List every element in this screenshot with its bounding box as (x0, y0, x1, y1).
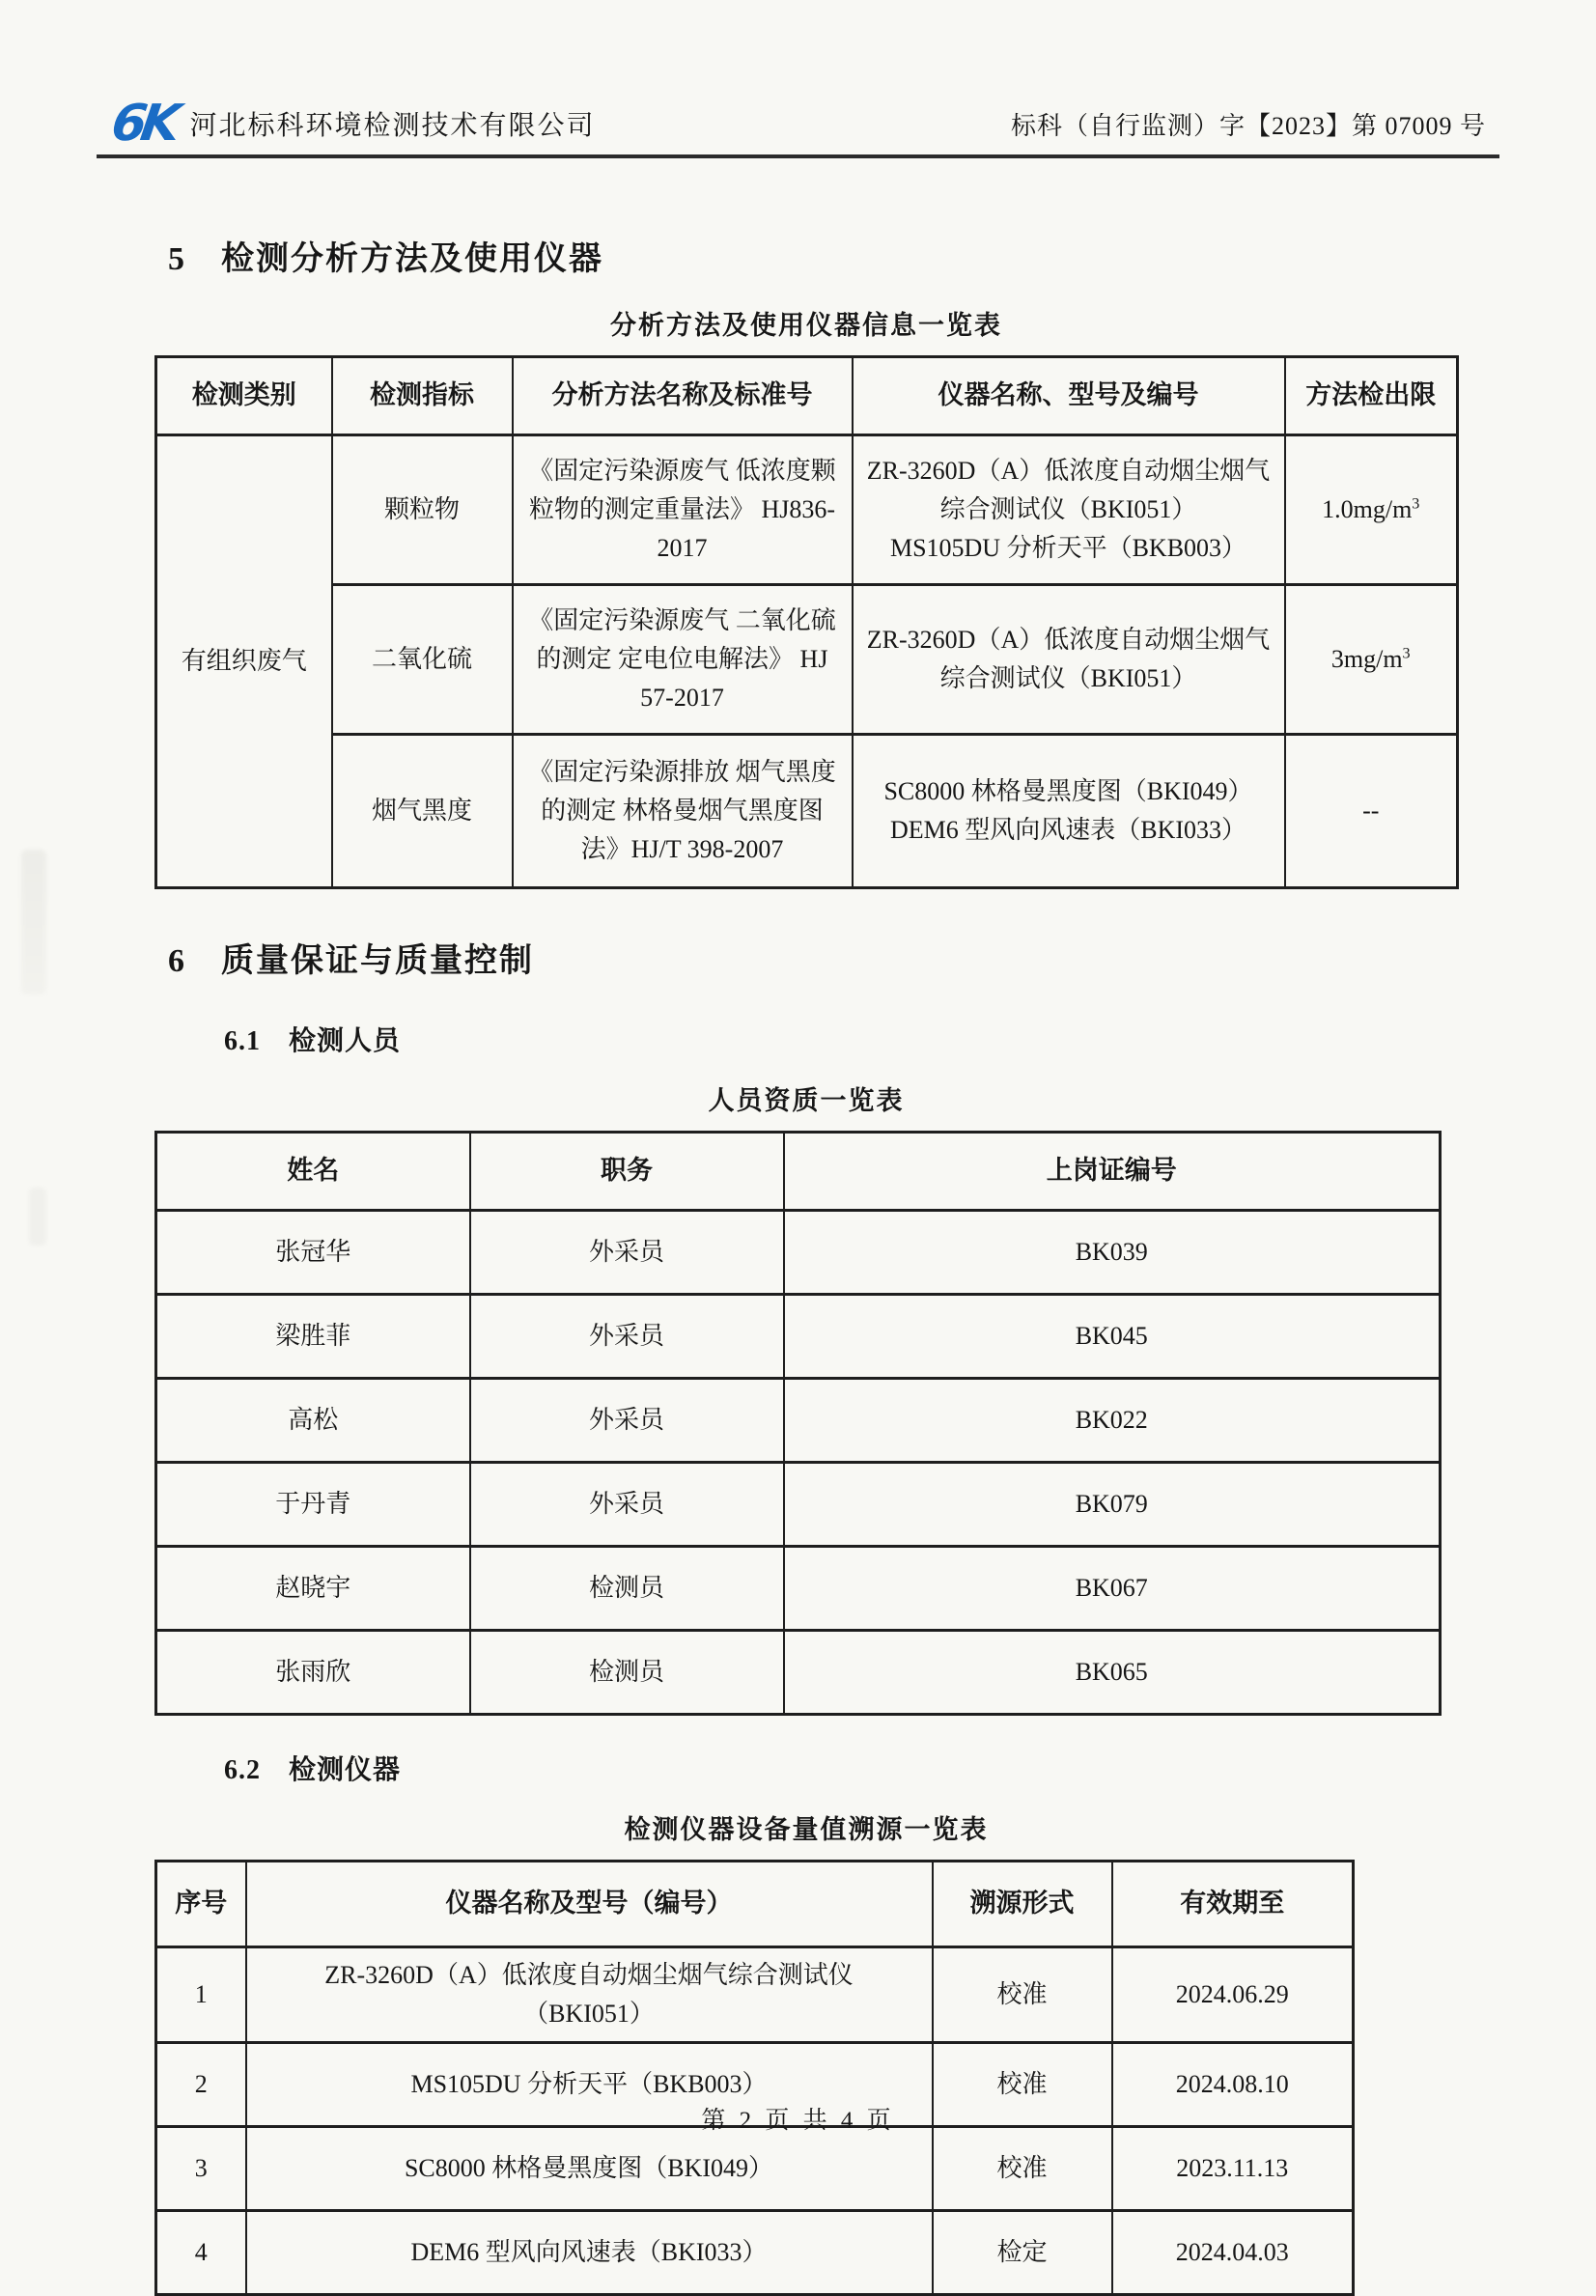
column-header-limit: 方法检出限 (1285, 357, 1458, 435)
category-cell: 有组织废气 (156, 435, 332, 888)
table-header-row (156, 1133, 1441, 1211)
index-cell: 2 (156, 2043, 246, 2127)
trace-cell: 校准 (933, 1947, 1112, 2043)
column-header-index: 序号 (156, 1862, 246, 1947)
cert-cell: BK065 (784, 1631, 1441, 1715)
instruments-table (154, 1860, 1355, 2296)
name-cell: 张冠华 (156, 1211, 470, 1295)
role-cell: 外采员 (470, 1295, 784, 1379)
instrument-line: SC8000 林格曼黑度图（BKI049） (883, 776, 1253, 805)
instrument-cell (853, 735, 1285, 888)
method-cell: 《固定污染源废气 二氧化硫的测定 定电位电解法》 HJ 57-2017 (513, 585, 853, 735)
analysis-methods-table (154, 355, 1459, 889)
analysis-table-caption: 分析方法及使用仪器信息一览表 (610, 311, 1002, 340)
instrument-name-cell: DEM6 型风向风速表（BKI033） (246, 2211, 933, 2295)
section-5-title: 5 检测分析方法及使用仪器 (168, 241, 603, 277)
table-row (156, 435, 1458, 585)
page-number: 第 2 页 共 4 页 (701, 2108, 895, 2134)
section-6-2-title: 6.2 检测仪器 (224, 1755, 402, 1785)
instrument-line: DEM6 型风向风速表（BKI033） (889, 816, 1247, 844)
table-header-row (156, 1862, 1354, 1947)
page-header (97, 93, 1499, 158)
validity-cell: 2023.11.13 (1112, 2127, 1354, 2211)
validity-cell: 2024.04.03 (1112, 2211, 1354, 2295)
table-row (156, 585, 1458, 735)
table-row (156, 1947, 1354, 2043)
column-header-category: 检测类别 (156, 357, 332, 435)
cert-cell: BK022 (784, 1379, 1441, 1463)
table-row (156, 1631, 1441, 1715)
company-logo-icon: 6K (107, 95, 179, 153)
table-header-row (156, 357, 1458, 435)
table-row (156, 1463, 1441, 1547)
column-header-validity: 有效期至 (1112, 1862, 1354, 1947)
personnel-table-caption: 人员资质一览表 (708, 1086, 905, 1115)
instrument-cell (853, 435, 1285, 585)
method-cell: 《固定污染源排放 烟气黑度的测定 林格曼烟气黑度图法》HJ/T 398-2007 (513, 735, 853, 888)
page-content (154, 160, 1458, 2296)
cert-cell: BK045 (784, 1295, 1441, 1379)
instrument-line: ZR-3260D（A）低浓度自动烟尘烟气综合测试仪（BKI051） (866, 456, 1271, 523)
column-header-method: 分析方法名称及标准号 (513, 357, 853, 435)
brand (107, 95, 596, 153)
column-header-instrument-name: 仪器名称及型号（编号） (246, 1862, 933, 1947)
table-row (156, 1295, 1441, 1379)
limit-cell: $1.0mg/m^3$ (1285, 435, 1458, 585)
role-cell: 检测员 (470, 1631, 784, 1715)
limit-cell: $3mg/m^3$ (1285, 585, 1458, 735)
instrument-cell (853, 585, 1285, 735)
scan-artifact (29, 1188, 46, 1246)
column-header-name: 姓名 (156, 1133, 470, 1211)
name-cell: 张雨欣 (156, 1631, 470, 1715)
name-cell: 于丹青 (156, 1463, 470, 1547)
table-row (156, 2127, 1354, 2211)
method-cell: 《固定污染源废气 低浓度颗粒物的测定重量法》 HJ836-2017 (513, 435, 853, 585)
table-row (156, 735, 1458, 888)
role-cell: 外采员 (470, 1379, 784, 1463)
role-cell: 外采员 (470, 1463, 784, 1547)
index-cell: 3 (156, 2127, 246, 2211)
instrument-name-cell: SC8000 林格曼黑度图（BKI049） (246, 2127, 933, 2211)
personnel-table (154, 1131, 1442, 1716)
trace-cell: 校准 (933, 2127, 1112, 2211)
instrument-line: MS105DU 分析天平（BKB003） (889, 534, 1247, 563)
validity-cell: 2024.08.10 (1112, 2043, 1354, 2127)
indicator-cell: 烟气黑度 (332, 735, 513, 888)
superscript: 3 (1402, 645, 1411, 662)
limit-cell: -- (1285, 735, 1458, 888)
instrument-name-cell: MS105DU 分析天平（BKB003） (246, 2043, 933, 2127)
scan-artifact (21, 850, 46, 994)
column-header-instrument: 仪器名称、型号及编号 (853, 357, 1285, 435)
role-cell: 检测员 (470, 1547, 784, 1631)
table-row (156, 1547, 1441, 1631)
name-cell: 梁胜菲 (156, 1295, 470, 1379)
company-name: 河北标科环境检测技术有限公司 (189, 111, 596, 141)
section-6-1-title: 6.1 检测人员 (224, 1026, 402, 1056)
column-header-indicator: 检测指标 (332, 357, 513, 435)
validity-cell: 2024.06.29 (1112, 1947, 1354, 2043)
table-row (156, 2211, 1354, 2295)
name-cell: 高松 (156, 1379, 470, 1463)
column-header-cert: 上岗证编号 (784, 1133, 1441, 1211)
superscript: 3 (1412, 495, 1420, 513)
instruments-table-caption: 检测仪器设备量值溯源一览表 (624, 1815, 989, 1844)
table-row (156, 1211, 1441, 1295)
role-cell: 外采员 (470, 1211, 784, 1295)
table-row (156, 1379, 1441, 1463)
cert-cell: BK067 (784, 1547, 1441, 1631)
document-number: 标科（自行监测）字【2023】第 07009 号 (1010, 111, 1486, 140)
section-6-title: 6 质量保证与质量控制 (168, 943, 534, 979)
trace-cell: 校准 (933, 2043, 1112, 2127)
indicator-cell: 颗粒物 (332, 435, 513, 585)
trace-cell: 检定 (933, 2211, 1112, 2295)
column-header-role: 职务 (470, 1133, 784, 1211)
index-cell: 4 (156, 2211, 246, 2295)
index-cell: 1 (156, 1947, 246, 2043)
indicator-cell: 二氧化硫 (332, 585, 513, 735)
instrument-name-cell (246, 1947, 933, 2043)
column-header-trace: 溯源形式 (933, 1862, 1112, 1947)
instrument-line: ZR-3260D（A）低浓度自动烟尘烟气综合测试仪（BKI051） (866, 625, 1271, 692)
cert-cell: BK039 (784, 1211, 1441, 1295)
instrument-line: ZR-3260D（A）低浓度自动烟尘烟气综合测试仪 (324, 1960, 854, 1989)
name-cell: 赵晓宇 (156, 1547, 470, 1631)
instrument-line: （BKI051） (523, 2000, 655, 2028)
cert-cell: BK079 (784, 1463, 1441, 1547)
